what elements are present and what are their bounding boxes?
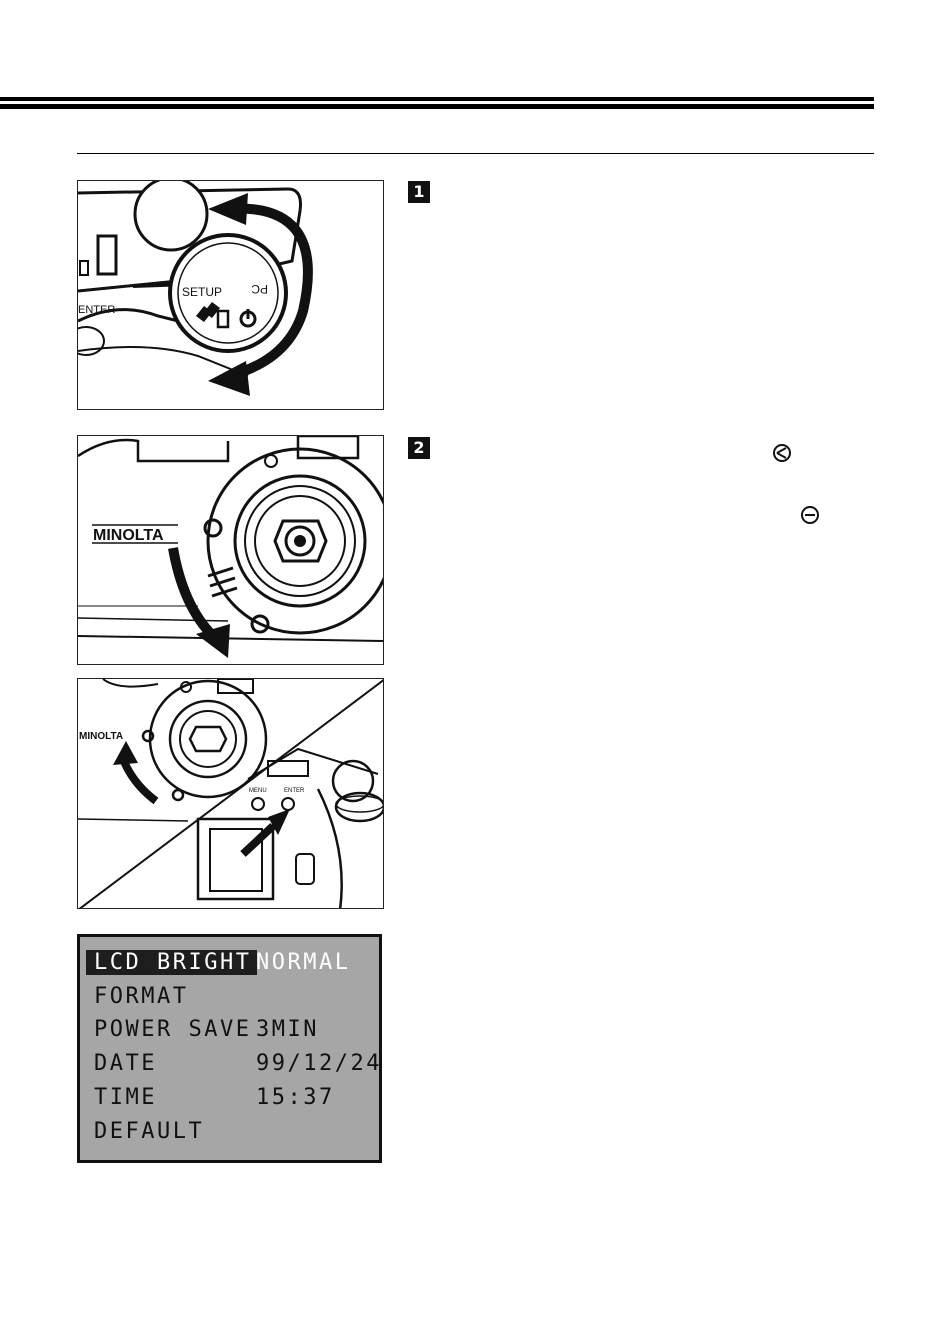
lcd-menu-row[interactable] [80, 1119, 379, 1149]
lcd-menu-label: FORMAT [94, 984, 189, 1009]
step-number-badge: 2 [408, 437, 430, 459]
dial-label-pc: PC [251, 282, 268, 296]
enter-button-label: ENTER [78, 304, 116, 316]
lens-cover-open-icon [798, 503, 822, 527]
lcd-menu-value: 3MIN [256, 1017, 319, 1042]
lcd-menu-row[interactable] [80, 1085, 379, 1115]
lcd-setup-menu [77, 934, 382, 1163]
lcd-menu-label: POWER SAVE [94, 1017, 252, 1042]
lcd-menu-label: TIME [94, 1085, 157, 1110]
open-cover-press-enter-illustration [77, 678, 384, 909]
lcd-menu-row[interactable] [80, 1051, 382, 1081]
dial-label-setup: SETUP [182, 285, 223, 299]
lcd-menu-label: LCD BRIGHT [86, 950, 257, 975]
section-rule [77, 153, 874, 154]
menu-button-label: MENU [249, 788, 267, 794]
brand-logo: MINOLTA [93, 527, 164, 544]
lcd-menu-row[interactable] [80, 1017, 379, 1047]
step-number-badge: 1 [408, 181, 430, 203]
lcd-menu-value: 15:37 [256, 1085, 335, 1110]
header-rule-thick [0, 97, 874, 101]
header-rule-medium [0, 104, 874, 109]
lcd-menu-label: DEFAULT [94, 1119, 205, 1144]
mode-dial-illustration [77, 180, 384, 410]
brand-logo-small: MINOLTA [79, 731, 124, 742]
enter-button-label-small: ENTER [284, 788, 305, 794]
lcd-menu-row[interactable] [80, 950, 379, 980]
lens-cover-close-illustration [77, 435, 384, 665]
lcd-menu-value: NORMAL [256, 950, 351, 975]
lcd-menu-row[interactable] [80, 984, 379, 1014]
lcd-menu-value: 99/12/24 [256, 1051, 382, 1076]
lens-cover-close-icon [770, 441, 794, 465]
lcd-menu-label: DATE [94, 1051, 157, 1076]
